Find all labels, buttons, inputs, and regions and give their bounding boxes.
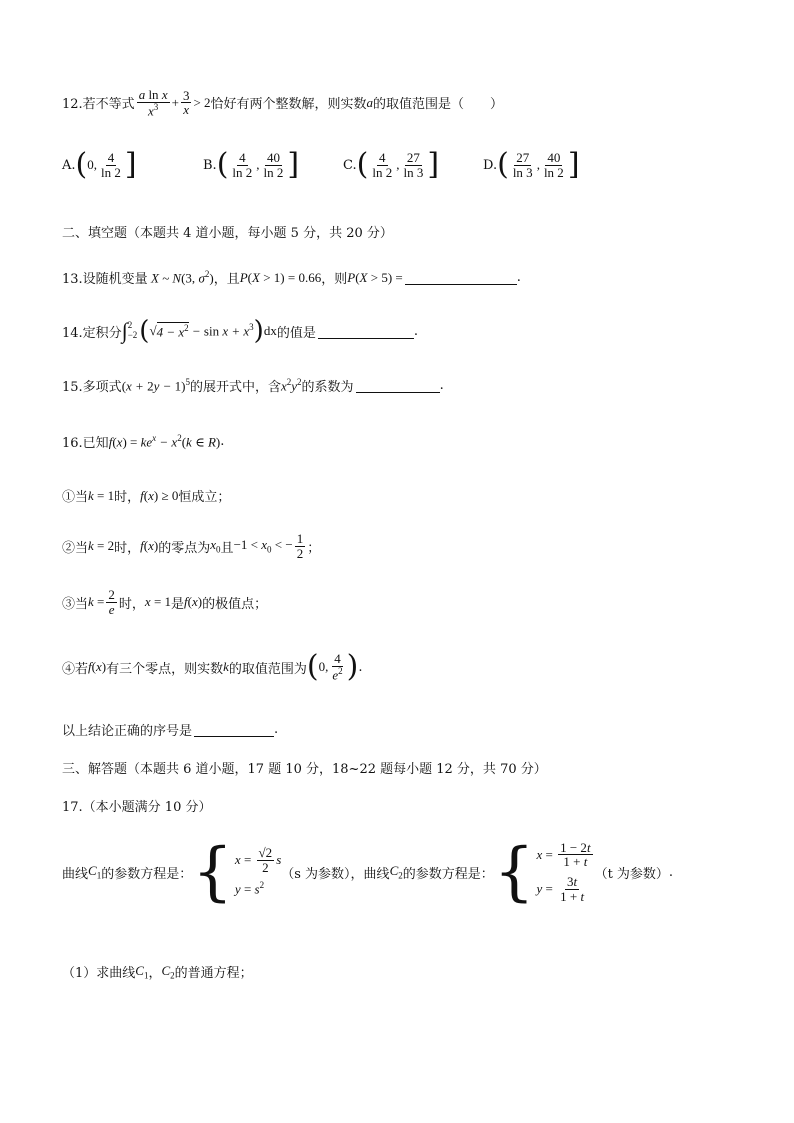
fraction-1-2: $\frac{1}{2}$	[296, 531, 304, 561]
statement-4: ④若 f(x) 有三个零点，则实数 k 的取值范围为 ( 0, $\frac{4}{e^2}$ ) .	[62, 649, 363, 684]
question-12: 12.若不等式 $\frac{\text{a ln x}}{x^3}$ + $\frac{3}{x}$ > 2 恰好有两个整数解，则实数 a 的取值范围是（ ）	[62, 87, 504, 118]
option-d[interactable]: D. ( $\frac{27}{\ln 3}$ , $\frac{40}{\ln 2}$ ]	[483, 147, 580, 182]
section-2-heading: 二、填空题（本题共 4 道小题，每小题 5 分，共 20 分）	[62, 226, 393, 241]
option-d-fraction-1: $\frac{27}{\ln 3}$	[512, 149, 533, 180]
answer-blank-13[interactable]	[405, 270, 517, 285]
question-14: 14.定积分 ∫ 2 −2 ( √ $4 - x^2$ − $\sin x + x^3$ ) dx 的值是 .	[62, 316, 418, 346]
fraction-2-e: $\frac{2}{e}$	[108, 587, 115, 617]
answer-blank-15[interactable]	[356, 378, 440, 393]
option-d-fraction-2: $\frac{40}{\ln 2}$	[543, 149, 564, 180]
question-17-part-1: （1）求曲线 $C_1$ ， $C_2$ 的普通方程；	[62, 962, 253, 981]
question-17-curves: 曲线 $C_1$ 的参数方程是： { x = $\frac{√2}{2}$ s $y = s^2$ （s 为参数），曲线 $C_2$ 的参数方程是： { x = $\frac{1 - 2t}{1 + t}$ y = $\frac{3t}{1 + t}$ （t 为参数） .	[62, 835, 674, 909]
question-13: 13.设随机变量 X ~ N(3, $\sigma^2$) ，且 P(X > 1) = 0.66 ，则 P(X > 5) = .	[62, 268, 521, 287]
fraction-alnx-x3: $\frac{\text{a ln x}}{x^3}$	[138, 87, 168, 118]
answer-blank-14[interactable]	[318, 324, 414, 339]
section-3-heading: 三、解答题（本题共 6 道小题，17 题 10 分，18~22 题每小题 12 分，共 70 分）	[62, 762, 547, 777]
fraction-4-e2: $\frac{4}{e^2}$	[332, 651, 343, 683]
option-a[interactable]: A. ( 0, $\frac{4}{\ln 2}$ ]	[62, 147, 137, 182]
statement-2: ②当 k = 2 时， f(x) 的零点为 $x_0$ 且 $-1 < x_0$ < − $\frac{1}{2}$ ；	[62, 531, 321, 561]
option-b[interactable]: B. ( $\frac{4}{\ln 2}$ , $\frac{40}{\ln 2}$ ]	[203, 147, 300, 182]
statement-3: ③当 k = $\frac{2}{e}$ 时， x = 1 是 f(x) 的极值点；	[62, 587, 268, 617]
question-17-header: 17.（本小题满分 10 分）	[62, 800, 212, 815]
option-c-fraction-2: $\frac{27}{\ln 3}$	[403, 149, 424, 180]
option-c-fraction-1: $\frac{4}{\ln 2}$	[372, 149, 393, 180]
answer-line: 以上结论正确的序号是 .	[62, 722, 279, 739]
option-a-fraction: $\frac{4}{\ln 2}$	[101, 149, 121, 180]
option-b-fraction-2: $\frac{40}{\ln 2}$	[263, 149, 284, 180]
question-15: 15.多项式 $(x + 2y - 1)^5$ 的展开式中，含 $x^2y^2$ 的系数为 .	[62, 376, 444, 395]
answer-blank-16[interactable]	[194, 722, 274, 737]
option-b-fraction-1: $\frac{4}{\ln 2}$	[232, 149, 253, 180]
system-c1: { x = $\frac{√2}{2}$ s $y = s^2$	[192, 835, 282, 909]
statement-1: ①当 k = 1 时， f(x) ≥ 0 恒成立；	[62, 487, 231, 505]
option-c[interactable]: C. ( $\frac{4}{\ln 2}$ , $\frac{27}{\ln 3}$ ]	[343, 147, 440, 182]
system-c2: { x = $\frac{1 - 2t}{1 + t}$ y = $\frac{3t}{1 + t}$	[493, 835, 591, 909]
fraction-3-x: $\frac{3}{x}$	[182, 87, 190, 118]
question-16: 16.已知 $f(x) = ke^x - x^2(k$ ∈ R) .	[62, 432, 225, 451]
